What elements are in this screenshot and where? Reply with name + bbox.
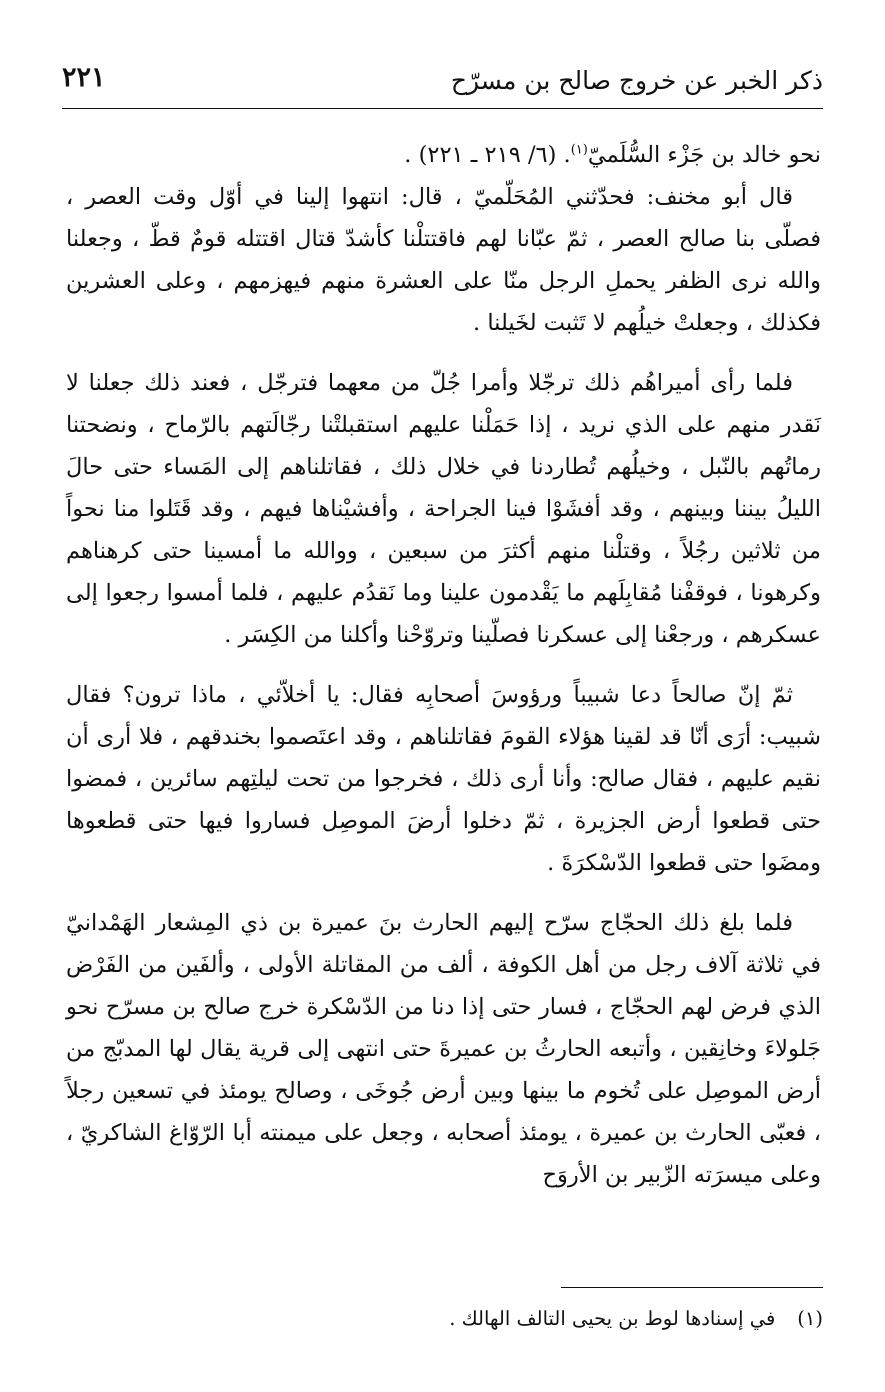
paragraph-3: ثمّ إنّ صالحاً دعا شبيباً ورؤوسَ أصحابِه فقال: يا أخلاّئي ، ماذا ترون؟ فقال شبيب: أرَى أنّا قد لقينا هؤلاء القومَ فقاتلناهم ، وقد اعتَصموا بخندقهم ، فلا أرى أن نقيم عليهم ، فقال صالح: وأنا أرى ذلك ، فخرجوا من تحت ليلتِهم سائرين ، فمضوا حتى قطعوا أرض الجزيرة ، ثمّ دخلوا أرضَ الموصِل فساروا فيها حتى قطعوها ومضَوا حتى قطعوا الدّسْكرَةَ . <box>66 682 821 876</box>
paragraph-opening-line <box>66 134 821 176</box>
footnote-reference: (١) <box>570 142 588 158</box>
main-text <box>66 134 821 1196</box>
footnote-number: (١) <box>797 1307 823 1330</box>
footnote <box>62 1305 823 1333</box>
footnote-text: في إسنادها لوط بن يحيى التالف الهالك . <box>449 1307 776 1330</box>
paragraph-4: فلما بلغ ذلك الحجّاج سرّح إليهم الحارث بنَ عميرة بن ذي المِشعار الهَمْدانيّ في ثلاثة آلاف رجل من أهل الكوفة ، ألف من المقاتلة الأولى ، وألفَين من الفَرْض الذي فرض لهم الحجّاج ، فسار حتى إذا دنا من الدّسْكرة خرج صالح بن مسرّح نحو جَلولاءَ وخانِقين ، وأتبعه الحارثُ بن عميرةَ حتى انتهى إلى قرية يقال لها المدبّج من أرض الموصِل على تُخوم ما بينها وبين أرض جُوخَى ، وصالح يومئذ في تسعين رجلاً ، فعبّى الحارث بن عميرة ، يومئذ أصحابه ، وجعل على ميمنته أبا الرّوّاغ الشاكريّ ، وعلى ميسرَته الزّبير بن الأروَح <box>66 910 821 1188</box>
paragraph-0-text: نحو خالد بن جَزْء السُّلَميّ <box>587 142 821 168</box>
paragraph-2: فلما رأى أميراهُم ذلك ترجّلا وأمرا جُلّ من معهما فترجّل ، فعند ذلك جعلنا لا نَقدر منهم على الذي نريد ، إذا حَمَلْنا عليهم استقبلتْنا رجّالَتهم بالرّماح ، ونضحتنا رماتُهم بالنّبل ، وخيلُهم تُطاردنا في خلال ذلك ، فقاتلناهم إلى المَساء حتى حالَ الليلُ بيننا وبينهم ، وقد أفشَوْا فينا الجراحة ، وأفشيْناها فيهم ، وقد قَتَلوا منا نحواً من ثلاثين رجُلاً ، وقتلْنا منهم أكثرَ من سبعين ، ووالله ما أمسينا حتى كرهناهم وكرهونا ، فوقفْنا مُقابِلَهم ما يَقْدمون علينا وما نَقدُم عليهم ، فلما أمسوا رجعوا إلى عسكرهم ، ورجعْنا إلى عسكرنا فصلّينا وتروّحْنا وأكلنا من الكِسَر . <box>66 370 821 648</box>
page-number: ٢٢١ <box>62 62 106 93</box>
paragraph-0-tail: . (٦/ ٢١٩ ـ ٢٢١) . <box>404 142 571 168</box>
footnote-rule <box>561 1287 823 1288</box>
paragraph-1: قال أبو مخنف: فحدّثني المُحَلّميّ ، قال: انتهوا إلينا في أوّل وقت العصر ، فصلّى بنا صالح العصر ، ثمّ عبّانا لهم فاقتتلْنا كأشدّ قتال اقتتله قومٌ قطّ ، وجعلنا والله نرى الظفر يحملِ الرجل منّا على العشرة منهم فيهزمهم ، وعلى العشرين فكذلك ، وجعلتْ خيلُهم لا تَثبت لخَيلنا . <box>66 184 821 336</box>
running-title: ذكر الخبر عن خروج صالح بن مسرّح <box>450 66 823 95</box>
running-head <box>62 62 823 102</box>
header-rule <box>62 108 823 109</box>
